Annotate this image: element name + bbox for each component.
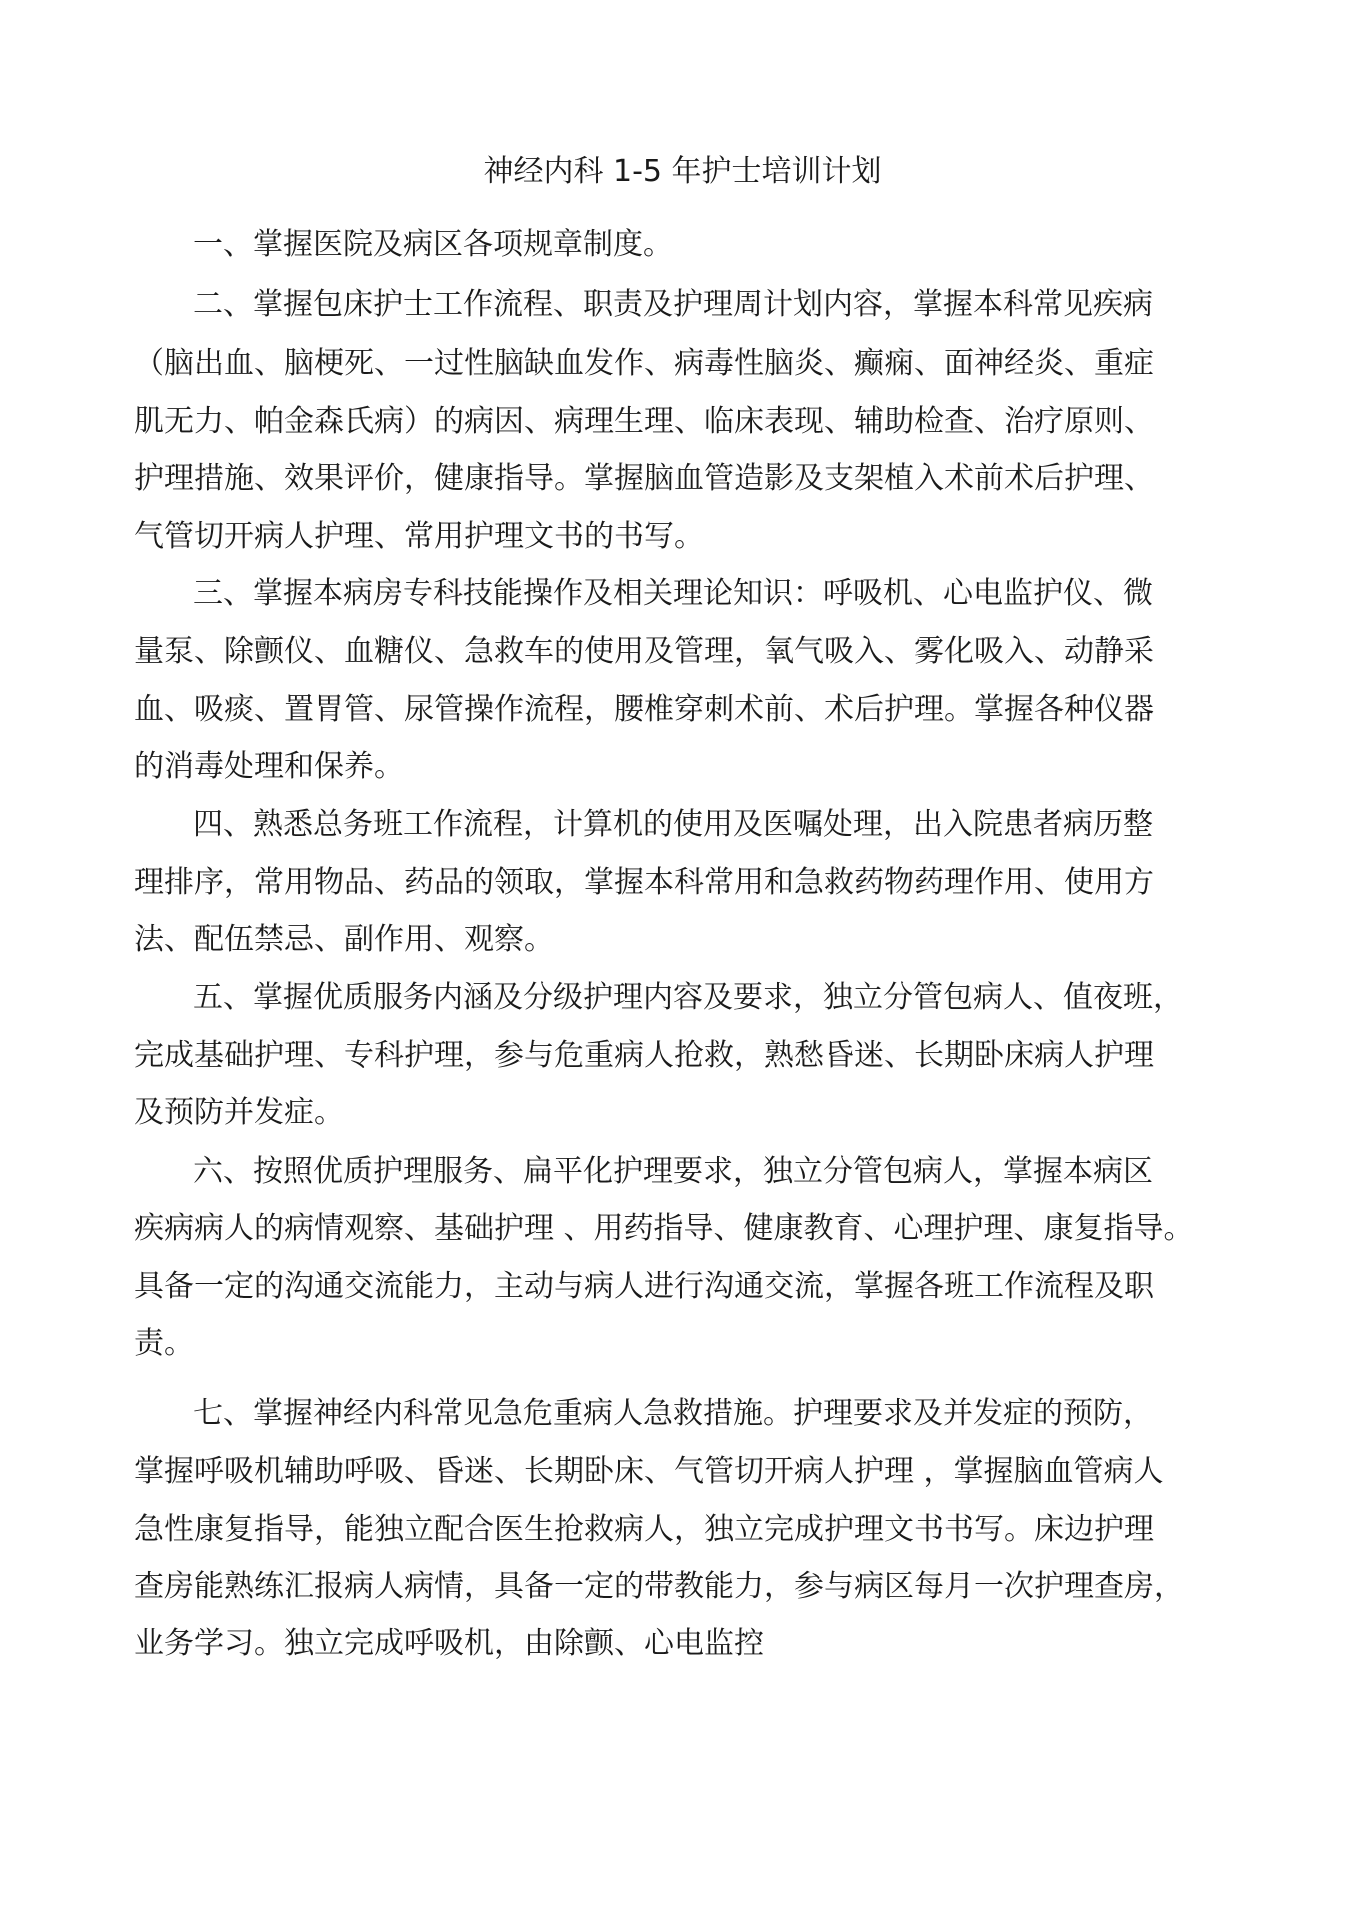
paragraph-2-line-3: 肌无力、帕金森氏病）的病因、病理生理、临床表现、辅助检查、治疗原则、	[134, 404, 1154, 439]
paragraph-3-line-2: 量泵、除颤仪、血糖仪、急救车的使用及管理，氧气吸入、雾化吸入、动静采	[134, 634, 1154, 669]
paragraph-6-line-3: 具备一定的沟通交流能力，主动与病人进行沟通交流，掌握各班工作流程及职	[134, 1269, 1154, 1304]
paragraph-2-line-4: 护理措施、效果评价，健康指导。掌握脑血管造影及支架植入术前术后护理、	[134, 461, 1154, 496]
paragraph-4-line-3: 法、配伍禁忌、副作用、观察。	[134, 922, 554, 957]
paragraph-1-line-1: 一、掌握医院及病区各项规章制度。	[193, 227, 673, 262]
paragraph-7-line-4: 查房能熟练汇报病人病情，具备一定的带教能力，参与病区每月一次护理查房，	[134, 1569, 1184, 1604]
paragraph-4-line-1: 四、熟悉总务班工作流程，计算机的使用及医嘱处理，出入院患者病历整	[193, 807, 1153, 842]
paragraph-6-line-4: 责。	[134, 1326, 194, 1361]
paragraph-7-line-3: 急性康复指导，能独立配合医生抢救病人，独立完成护理文书书写。床边护理	[134, 1512, 1154, 1547]
document-title: 神经内科 1-5 年护士培训计划	[483, 154, 882, 189]
paragraph-3-line-1: 三、掌握本病房专科技能操作及相关理论知识：呼吸机、心电监护仪、微	[193, 576, 1153, 611]
paragraph-7-line-1: 七、掌握神经内科常见急危重病人急救措施。护理要求及并发症的预防，	[193, 1396, 1153, 1431]
paragraph-4-line-2: 理排序，常用物品、药品的领取，掌握本科常用和急救药物药理作用、使用方	[134, 865, 1154, 900]
paragraph-7-line-2: 掌握呼吸机辅助呼吸、昏迷、长期卧床、气管切开病人护理 ，掌握脑血管病人	[134, 1454, 1164, 1489]
paragraph-5-line-2: 完成基础护理、专科护理，参与危重病人抢救，熟愁昏迷、长期卧床病人护理	[134, 1038, 1154, 1073]
paragraph-3-line-4: 的消毒处理和保养。	[134, 749, 404, 784]
paragraph-2-line-1: 二、掌握包床护士工作流程、职责及护理周计划内容，掌握本科常见疾病	[193, 287, 1153, 322]
paragraph-3-line-3: 血、吸痰、置胃管、尿管操作流程，腰椎穿刺术前、术后护理。掌握各种仪器	[134, 692, 1154, 727]
paragraph-5-line-3: 及预防并发症。	[134, 1095, 344, 1130]
paragraph-2-line-2: （脑出血、脑梗死、一过性脑缺血发作、病毒性脑炎、癫痫、面神经炎、重症	[134, 346, 1154, 381]
paragraph-2-line-5: 气管切开病人护理、常用护理文书的书写。	[134, 519, 704, 554]
paragraph-6-line-2: 疾病病人的病情观察、基础护理 、用药指导、健康教育、心理护理、康复指导。	[134, 1211, 1194, 1246]
paragraph-7-line-5: 业务学习。独立完成呼吸机，由除颤、心电监控	[134, 1626, 764, 1661]
paragraph-6-line-1: 六、按照优质护理服务、扁平化护理要求，独立分管包病人，掌握本病区	[193, 1154, 1153, 1189]
paragraph-5-line-1: 五、掌握优质服务内涵及分级护理内容及要求，独立分管包病人、值夜班，	[193, 980, 1183, 1015]
